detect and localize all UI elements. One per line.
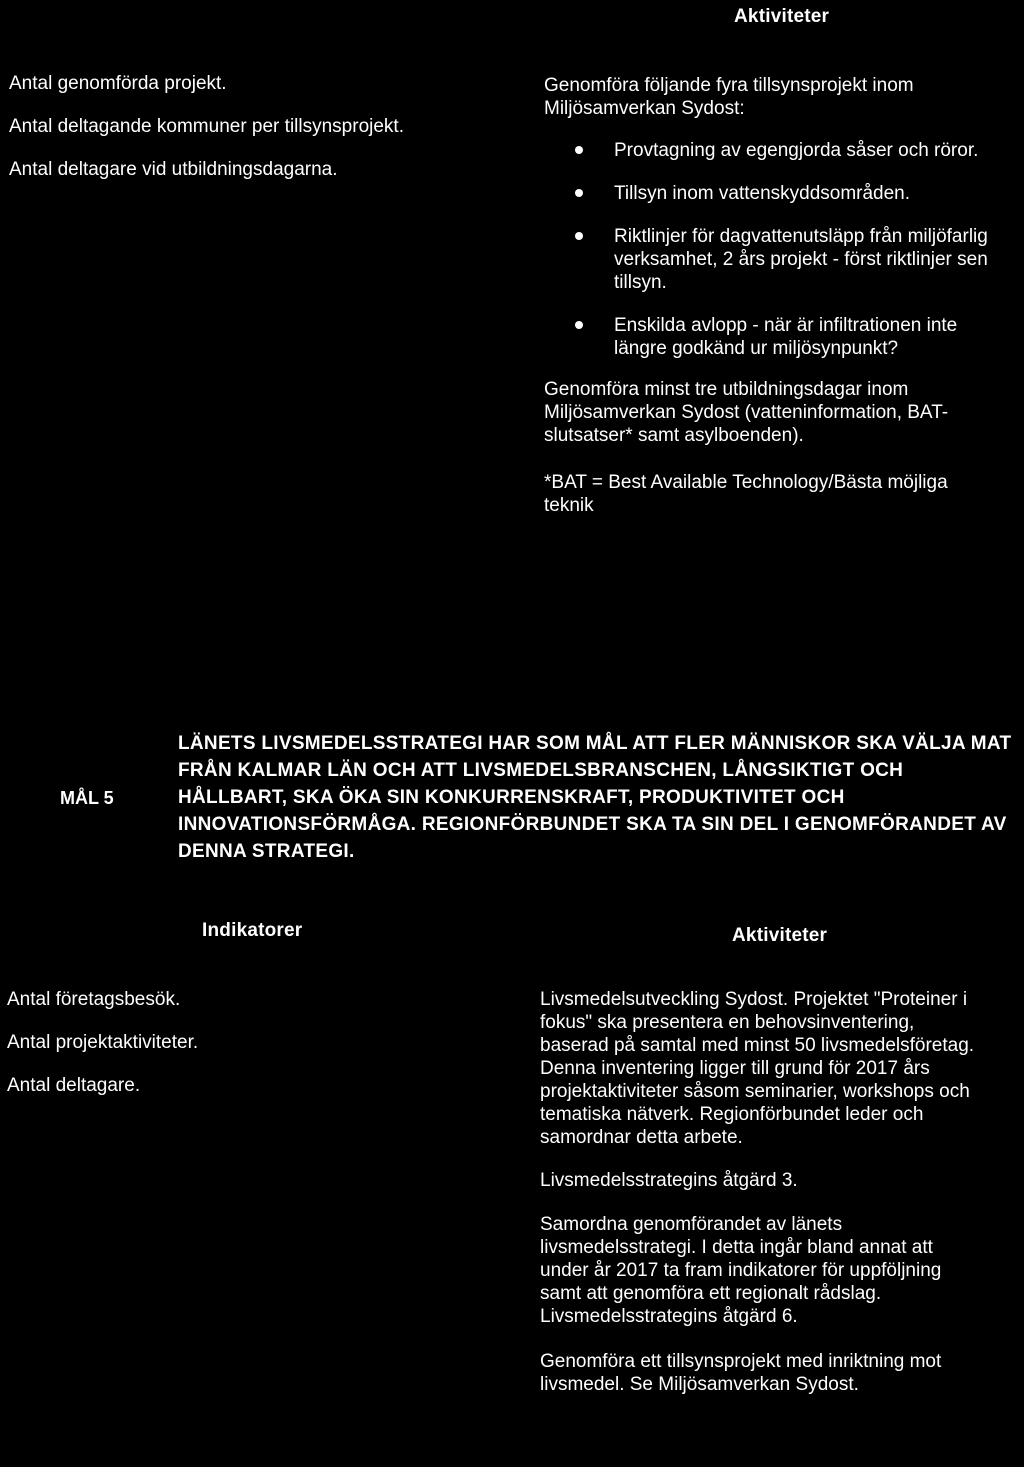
project-bullet-list	[544, 139, 994, 360]
activities-header-top: Aktiviteter	[734, 6, 830, 27]
indicators-header: Indikatorer	[202, 920, 303, 941]
bullet-text: Tillsyn inom vattenskyddsområden.	[614, 183, 911, 204]
indicator-item: Antal deltagande kommuner per tillsynsprojekt.	[9, 116, 404, 137]
list-item	[544, 139, 994, 162]
bullet-text: Enskilda avlopp - när är infiltrationen inte längre godkänd ur miljösynpunkt?	[614, 315, 958, 359]
bullet-icon	[575, 321, 583, 329]
bat-footnote: *BAT = Best Available Technology/Bästa möjliga teknik	[544, 472, 948, 516]
activity-item: Livsmedelsutveckling Sydost. Projektet "Proteiner i fokus" ska presentera en behovsinventering, baserad på samtal med minst 50 livsmedelsföretag. Denna inventering ligger till grund för 2017 års projektaktiviteter såsom seminarier, workshops och tematiska nätverk. Regionförbundet leder och samordnar detta arbete.	[540, 989, 975, 1148]
bullet-text: Riktlinjer för dagvattenutsläpp från miljöfarlig verksamhet, 2 års projekt - först riktlinjer sen tillsyn.	[614, 226, 988, 293]
activities-list-bottom	[540, 988, 980, 1396]
list-item	[544, 225, 994, 294]
activity-item: Samordna genomförandet av länets livsmedelsstrategi. I detta ingår bland annat att under år 2017 ta fram indikatorer för uppföljning samt att genomföra ett regionalt rådslag. Livsmedelsstrategins åtgärd 6.	[540, 1214, 942, 1327]
indicator-item: Antal företagsbesök.	[7, 989, 181, 1010]
goal-label: MÅL 5	[60, 788, 114, 808]
activities-intro: Genomföra följande fyra tillsynsprojekt inom Miljösamverkan Sydost:	[544, 75, 914, 119]
indicators-list-bottom	[7, 988, 427, 1117]
activities-list-top	[544, 74, 994, 517]
indicator-item: Antal genomförda projekt.	[9, 73, 227, 94]
activity-item: Genomföra ett tillsynsprojekt med inriktning mot livsmedel. Se Miljösamverkan Sydost.	[540, 1351, 942, 1395]
indicator-item: Antal deltagare vid utbildningsdagarna.	[9, 159, 338, 180]
bullet-icon	[575, 146, 583, 154]
indicator-item: Antal deltagare.	[7, 1075, 141, 1096]
activities-header-bottom: Aktiviteter	[732, 925, 828, 946]
bullet-text: Provtagning av egengjorda såser och röror.	[614, 140, 979, 161]
indicators-list-top	[9, 72, 509, 201]
list-item	[544, 182, 994, 205]
indicator-item: Antal projektaktiviteter.	[7, 1032, 199, 1053]
bullet-icon	[575, 232, 583, 240]
list-item	[544, 314, 994, 360]
training-text: Genomföra minst tre utbildningsdagar inom Miljösamverkan Sydost (vatteninformation, BAT-slutsatser* samt asylboenden).	[544, 379, 949, 446]
goal-text: LÄNETS LIVSMEDELSSTRATEGI HAR SOM MÅL ATT FLER MÄNNISKOR SKA VÄLJA MAT FRÅN KALMAR LÄN OCH ATT LIVSMEDELSBRANSCHEN, LÅNGSIKTIGT OCH HÅLLBART, SKA ÖKA SIN KONKURRENSKRAFT, PRODUKTIVITET OCH INNOVATIONSFÖRMÅGA. REGIONFÖRBUNDET SKA TA SIN DEL I GENOMFÖRANDET AV DENNA STRATEGI.	[178, 733, 1012, 862]
activity-item: Livsmedelsstrategins åtgärd 3.	[540, 1170, 798, 1191]
bullet-icon	[575, 189, 583, 197]
